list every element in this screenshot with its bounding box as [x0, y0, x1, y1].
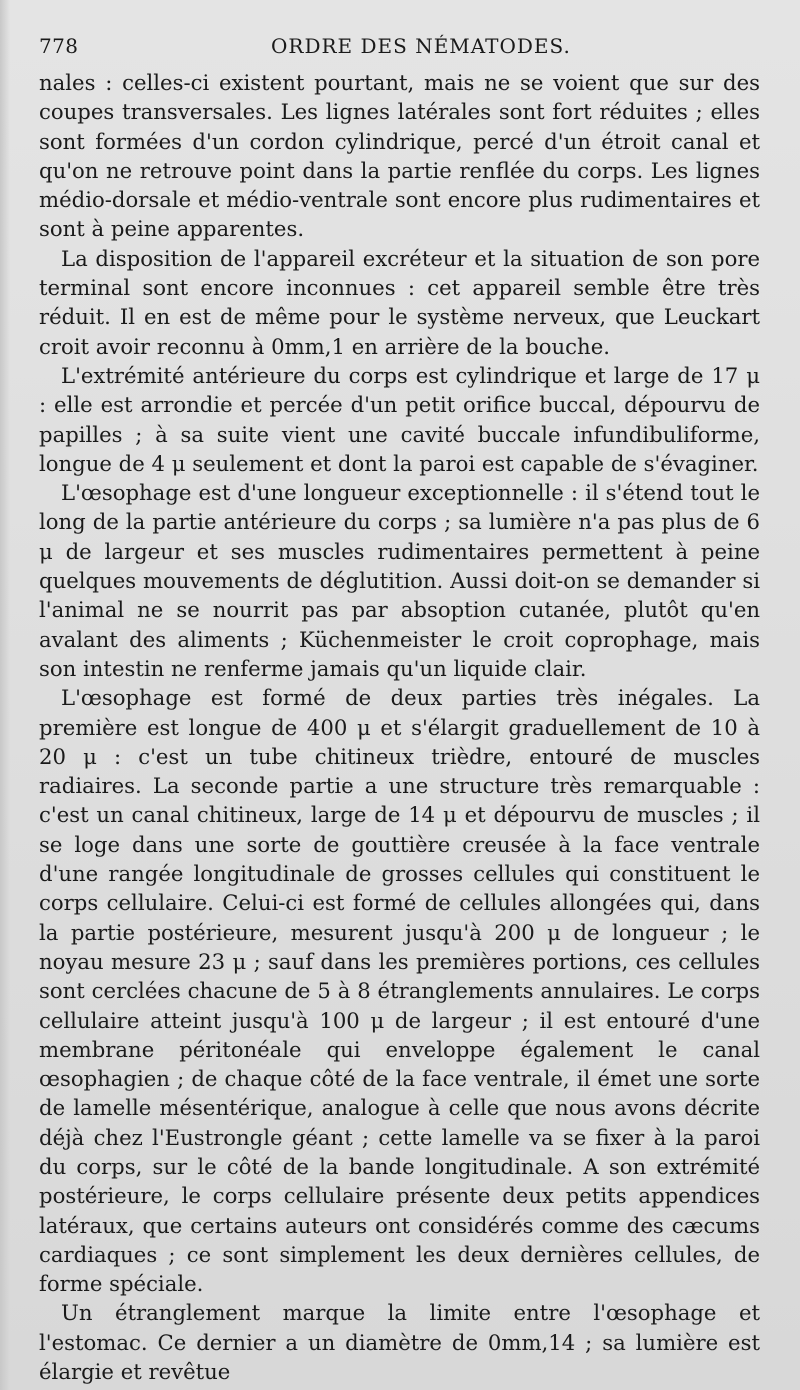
paragraph-continuation: nales : celles-ci existent pourtant, mais ne se voient que sur des coupes transversales. Les lignes latérales sont fort réduites ; elles sont formées d'un cordon cylindrique, percé d'un étroit canal et qu'on ne retrouve point dans la partie renflée du corps. Les lignes médio-dorsale et médio-ventrale sont encore plus rudimentaires et sont à peine apparentes. — [39, 70, 760, 242]
body-text — [39, 68, 760, 1386]
running-title: ORDRE DES NÉMATODES. — [271, 34, 571, 58]
page-number: 778 — [39, 34, 79, 58]
paragraph-oesophagus-structure: L'œsophage est formé de deux parties très inégales. La première est longue de 400 μ et s'élargit graduellement de 10 à 20 μ : c'est un tube chitineux trièdre, entouré de muscles radiaires. La seconde partie a une structure très remarquable : c'est un canal chitineux, large de 14 μ et dépourvu de muscles ; il se loge dans une sorte de gouttière creusée à la face ventrale d'une rangée longitudinale de grosses cellules qui constituent le corps cellulaire. Celui-ci est formé de cellules allongées qui, dans la partie postérieure, mesurent jusqu'à 200 μ de longueur ; le noyau mesure 23 μ ; sauf dans les premières portions, ces cellules sont cerclées chacune de 5 à 8 étranglements annulaires. Le corps cellulaire atteint jusqu'à 100 μ de largeur ; il est entouré d'une membrane péritonéale qui enveloppe également le canal œsophagien ; de chaque côté de la face ventrale, il émet une sorte de lamelle mésentérique, analogue à celle que nous avons décrite déjà chez l'Eustrongle géant ; cette lamelle va se fixer à la paroi du corps, sur le côté de la bande longitudinale. A son extrémité postérieure, le corps cellulaire présente deux petits appendices latéraux, que certains auteurs ont considérés comme des cæcums cardiaques ; ce sont simplement les deux dernières cellules, de forme spéciale. — [39, 685, 760, 1297]
paragraph-stomach: Un étranglement marque la limite entre l'œsophage et l'estomac. Ce dernier a un diamètre de 0mm,14 ; sa lumière est élargie et revêtue — [39, 1300, 760, 1385]
paragraph-excretory-apparatus: La disposition de l'appareil excréteur et la situation de son pore terminal sont encore inconnues : cet appareil semble être très réduit. Il en est de même pour le système nerveux, que Leuckart croit avoir reconnu à 0mm,1 en arrière de la bouche. — [39, 245, 760, 359]
paragraph-anterior-extremity: L'extrémité antérieure du corps est cylindrique et large de 17 μ : elle est arrondie et percée d'un petit orifice buccal, dépourvu de papilles ; à sa suite vient une cavité buccale infundibuliforme, longue de 4 μ seulement et dont la paroi est capable de s'évaginer. — [39, 362, 760, 476]
paragraph-oesophagus-length: L'œsophage est d'une longueur exceptionnelle : il s'étend tout le long de la partie antérieure du corps ; sa lumière n'a pas plus de 6 μ de largeur et ses muscles rudimentaires permettent à peine quelques mouvements de déglutition. Aussi doit-on se demander si l'animal ne se nourrit pas par absoption cutanée, plutôt qu'en avalant des aliments ; Küchenmeister le croit coprophage, mais son intestin ne renferme jamais qu'un liquide clair. — [39, 480, 760, 681]
running-head — [39, 34, 760, 64]
